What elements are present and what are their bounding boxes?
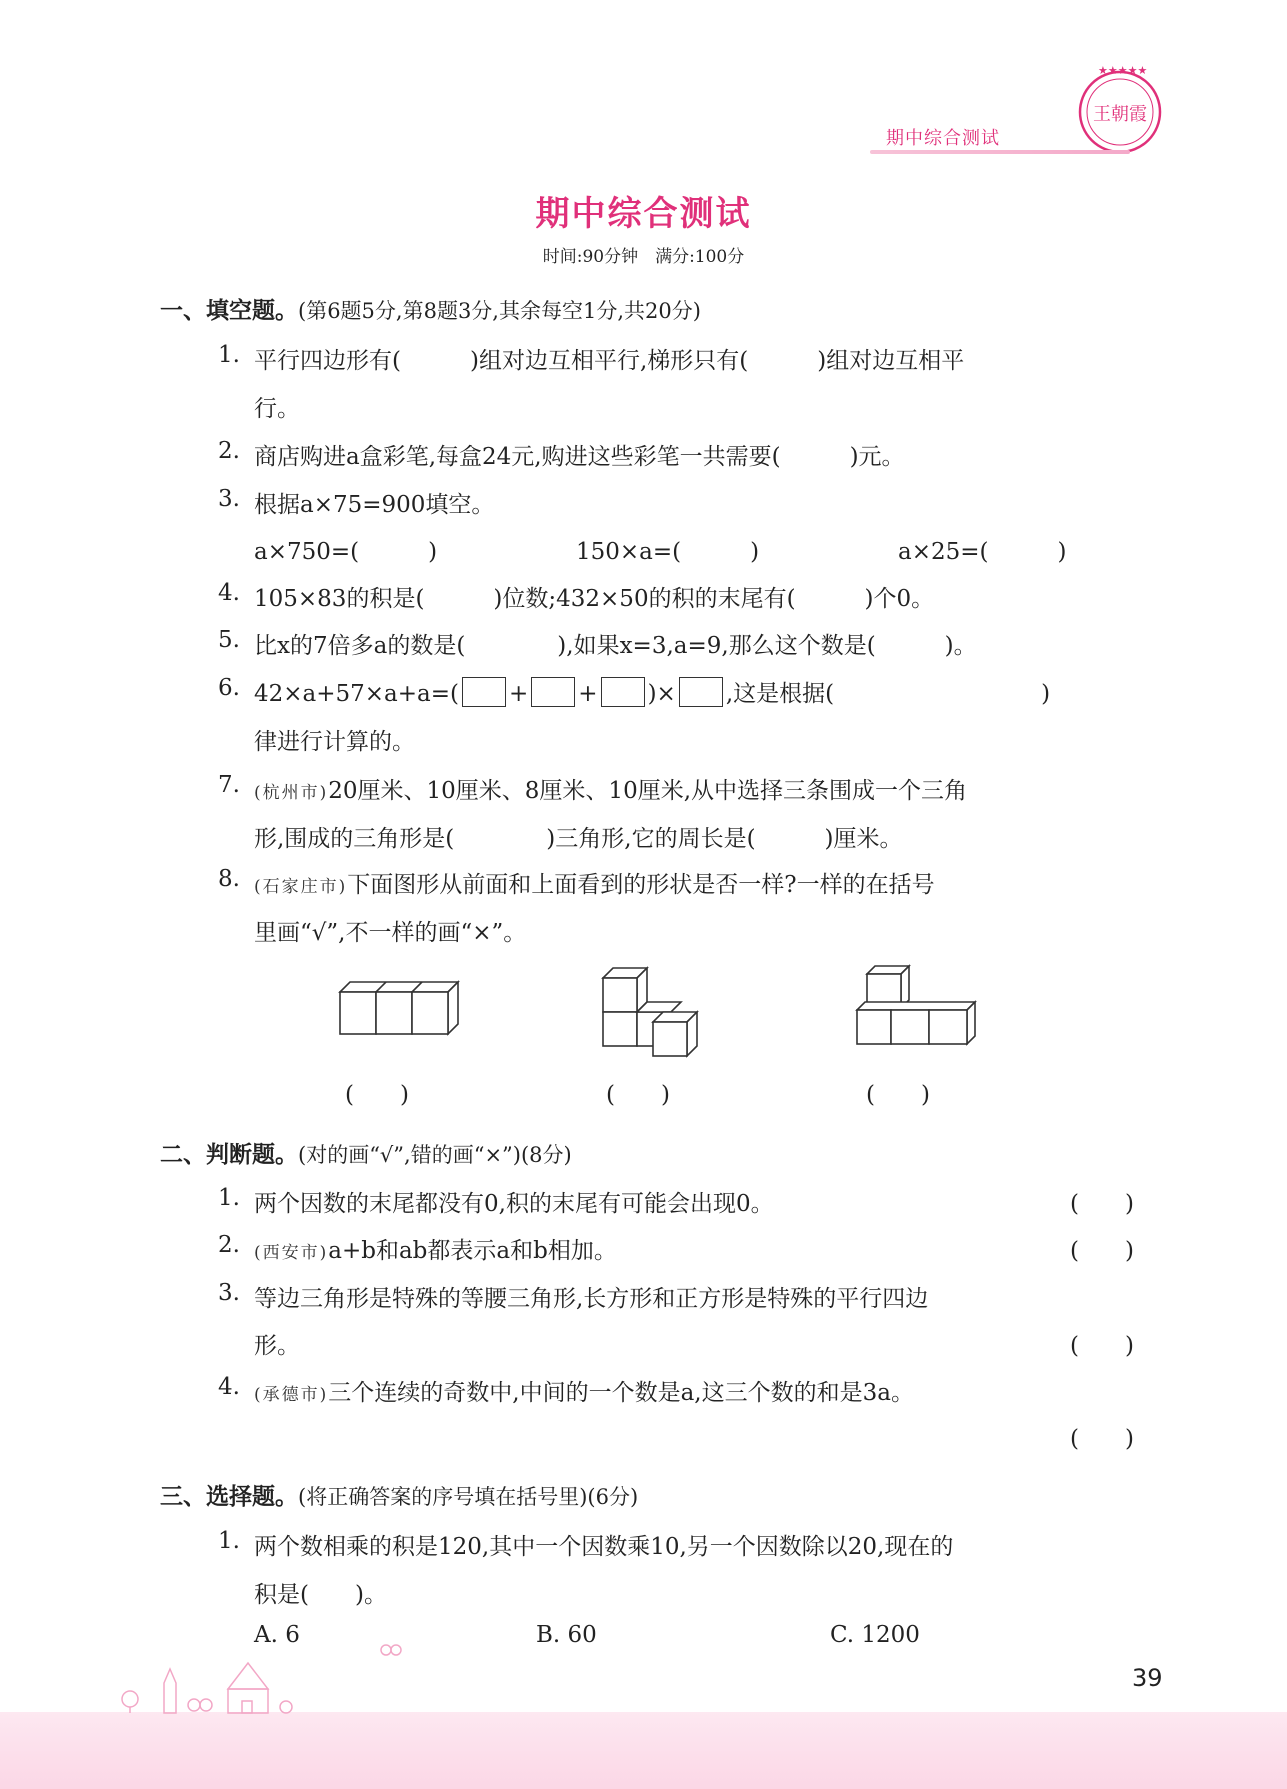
j3-answer-paren[interactable]: ( ) — [1070, 1333, 1134, 1359]
q4-line1: 105×83的积是( )位数;432×50的积的末尾有( )个0。 — [254, 586, 935, 612]
j4-answer-paren[interactable]: ( ) — [1070, 1426, 1134, 1452]
j2-answer-paren[interactable]: ( ) — [1070, 1238, 1134, 1264]
q7-line1-text: 20厘米、10厘米、8厘米、10厘米,从中选择三条围成一个三角 — [328, 778, 968, 804]
brand-seal-logo — [1072, 60, 1168, 156]
q6-plus-1: + — [509, 681, 529, 707]
j2-line1 — [254, 1232, 617, 1265]
q6-answer-box-3[interactable] — [601, 677, 645, 707]
q6-line1 — [254, 675, 1050, 708]
q5-number: 5. — [218, 627, 240, 653]
q3-blank-a: a×750=( ) — [254, 539, 438, 565]
svg-text:★★★★★: ★★★★★ — [1098, 64, 1148, 77]
header-divider — [870, 150, 1130, 154]
q6-plus-2: + — [578, 681, 598, 707]
c1-line1: 两个数相乘的积是120,其中一个因数乘10,另一个因数除以20,现在的 — [254, 1534, 954, 1560]
section3-note: (将正确答案的序号填在括号里)(6分) — [298, 1485, 639, 1509]
section3-heading — [160, 1478, 638, 1511]
j4-line1-text: 三个连续的奇数中,中间的一个数是a,这三个数的和是3a。 — [328, 1380, 914, 1406]
header-label: 期中综合测试 — [886, 128, 1000, 149]
j1-answer-paren[interactable]: ( ) — [1070, 1191, 1134, 1217]
q7-source: (杭州市) — [254, 783, 329, 803]
q8-line2: 里画“√”,不一样的画“×”。 — [254, 920, 527, 946]
j2-number: 2. — [218, 1232, 240, 1258]
q6-answer-box-4[interactable] — [679, 677, 723, 707]
q6-number: 6. — [218, 675, 240, 701]
c1-option-c[interactable]: C. 1200 — [830, 1622, 920, 1648]
q2-line1: 商店购进a盒彩笔,每盒24元,购进这些彩笔一共需要( )元。 — [254, 444, 905, 470]
q8-line1-text: 下面图形从前面和上面看到的形状是否一样?一样的在括号 — [347, 872, 935, 898]
q1-line1: 平行四边形有( )组对边互相平行,梯形只有( )组对边互相平 — [254, 348, 965, 374]
exam-meta: 时间:90分钟 满分:100分 — [542, 247, 745, 267]
section2-note: (对的画“√”,错的画“×”)(8分) — [298, 1143, 572, 1167]
q3-blank-c: a×25=( ) — [898, 539, 1067, 565]
section1-title: 一、填空题。 — [160, 298, 298, 324]
j4-number: 4. — [218, 1374, 240, 1400]
q7-number: 7. — [218, 772, 240, 798]
j2-line1-text: a+b和ab都表示a和b相加。 — [328, 1238, 617, 1264]
c1-number: 1. — [218, 1528, 240, 1554]
q4-number: 4. — [218, 580, 240, 606]
c1-option-b[interactable]: B. 60 — [536, 1622, 597, 1648]
j4-source: (承德市) — [254, 1385, 329, 1405]
page-title: 期中综合测试 — [535, 194, 752, 234]
j1-line1: 两个因数的末尾都没有0,积的末尾有可能会出现0。 — [254, 1191, 774, 1217]
section2-heading — [160, 1136, 572, 1169]
j3-line1: 等边三角形是特殊的等腰三角形,长方形和正方形是特殊的平行四边 — [254, 1286, 929, 1312]
j2-source: (西安市) — [254, 1243, 329, 1263]
page-number: 39 — [1132, 1664, 1163, 1692]
q8-answer-paren-1[interactable]: ( ) — [345, 1082, 409, 1108]
q3-number: 3. — [218, 486, 240, 512]
j1-number: 1. — [218, 1185, 240, 1211]
cube-figure-3 — [852, 960, 982, 1060]
q8-number: 8. — [218, 866, 240, 892]
q1-number: 1. — [218, 342, 240, 368]
footer-band — [0, 1712, 1287, 1789]
q7-line1 — [254, 772, 967, 805]
q7-line2: 形,围成的三角形是( )三角形,它的周长是( )厘米。 — [254, 826, 903, 852]
c1-line2: 积是( )。 — [254, 1582, 387, 1608]
j4-line1 — [254, 1374, 914, 1407]
section3-title: 三、选择题。 — [160, 1484, 298, 1510]
q6-line2: 律进行计算的。 — [254, 729, 415, 755]
section1-heading — [160, 292, 701, 325]
q6-close-times: )× — [647, 681, 676, 707]
section2-title: 二、判断题。 — [160, 1142, 298, 1168]
footer-castle-illustration — [118, 1655, 308, 1715]
q8-answer-paren-3[interactable]: ( ) — [866, 1082, 930, 1108]
q6-answer-box-2[interactable] — [531, 677, 575, 707]
q3-blank-b: 150×a=( ) — [576, 539, 760, 565]
q8-line1 — [254, 866, 935, 899]
q5-line1: 比x的7倍多a的数是( ),如果x=3,a=9,那么这个数是( )。 — [254, 633, 977, 659]
q2-number: 2. — [218, 438, 240, 464]
cube-figure-1 — [330, 980, 465, 1040]
q6-answer-box-1[interactable] — [462, 677, 506, 707]
cube-figure-2 — [598, 965, 718, 1065]
c1-option-a[interactable]: A. 6 — [254, 1622, 300, 1648]
q8-source: (石家庄市) — [254, 877, 348, 897]
q3-line1: 根据a×75=900填空。 — [254, 492, 495, 518]
q6-expression-start: 42×a+57×a+a=( — [254, 681, 460, 707]
q8-answer-paren-2[interactable]: ( ) — [606, 1082, 670, 1108]
svg-text:王朝霞: 王朝霞 — [1093, 104, 1147, 125]
q1-line2: 行。 — [254, 396, 300, 422]
footer-flower-icon — [378, 1640, 404, 1660]
j3-number: 3. — [218, 1280, 240, 1306]
section1-note: (第6题5分,第8题3分,其余每空1分,共20分) — [298, 299, 701, 323]
j3-line2: 形。 — [254, 1333, 300, 1359]
q6-expression-end: ,这是根据( ) — [725, 681, 1051, 707]
